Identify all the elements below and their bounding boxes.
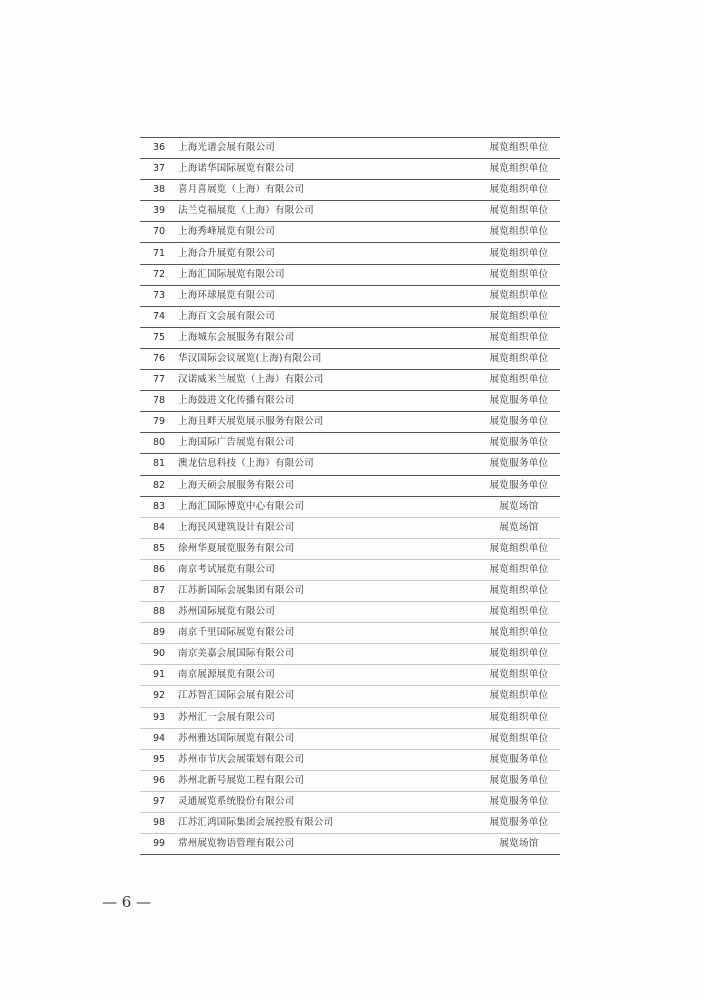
table-row bbox=[140, 243, 560, 264]
table-row bbox=[140, 454, 560, 475]
table-row bbox=[140, 412, 560, 433]
row-number: 38 bbox=[140, 180, 178, 201]
company-name: 上海鼓进文化传播有限公司 bbox=[178, 391, 478, 412]
company-name: 江苏汇鸿国际集团会展控股有限公司 bbox=[178, 813, 478, 834]
company-name: 汉诺威米兰展览（上海）有限公司 bbox=[178, 370, 478, 391]
table-row bbox=[140, 665, 560, 686]
company-name: 上海汇国际博览中心有限公司 bbox=[178, 496, 478, 517]
company-name: 上海国际广告展览有限公司 bbox=[178, 433, 478, 454]
table-row bbox=[140, 391, 560, 412]
table-row bbox=[140, 834, 560, 855]
unit-type: 展览组织单位 bbox=[478, 285, 560, 306]
company-name: 苏州市节庆会展策划有限公司 bbox=[178, 749, 478, 770]
table-row bbox=[140, 201, 560, 222]
table-row bbox=[140, 813, 560, 834]
company-name: 苏州国际展览有限公司 bbox=[178, 602, 478, 623]
table-row bbox=[140, 264, 560, 285]
company-name: 南京美嘉会展国际有限公司 bbox=[178, 644, 478, 665]
company-name: 上海城东会展服务有限公司 bbox=[178, 327, 478, 348]
row-number: 99 bbox=[140, 834, 178, 855]
row-number: 75 bbox=[140, 327, 178, 348]
unit-type: 展览组织单位 bbox=[478, 159, 560, 180]
table-row bbox=[140, 496, 560, 517]
row-number: 36 bbox=[140, 138, 178, 159]
row-number: 84 bbox=[140, 517, 178, 538]
company-table-body bbox=[140, 138, 560, 855]
company-name: 江苏新国际会展集团有限公司 bbox=[178, 580, 478, 601]
unit-type: 展览组织单位 bbox=[478, 580, 560, 601]
company-name: 法兰克福展览（上海）有限公司 bbox=[178, 201, 478, 222]
row-number: 70 bbox=[140, 222, 178, 243]
unit-type: 展览组织单位 bbox=[478, 243, 560, 264]
table-row bbox=[140, 517, 560, 538]
row-number: 86 bbox=[140, 559, 178, 580]
unit-type: 展览服务单位 bbox=[478, 475, 560, 496]
company-name: 常州展览物语管理有限公司 bbox=[178, 834, 478, 855]
row-number: 91 bbox=[140, 665, 178, 686]
table-row bbox=[140, 623, 560, 644]
unit-type: 展览组织单位 bbox=[478, 370, 560, 391]
unit-type: 展览组织单位 bbox=[478, 559, 560, 580]
table-row bbox=[140, 285, 560, 306]
unit-type: 展览组织单位 bbox=[478, 180, 560, 201]
row-number: 96 bbox=[140, 770, 178, 791]
unit-type: 展览服务单位 bbox=[478, 813, 560, 834]
table-row bbox=[140, 433, 560, 454]
table-row bbox=[140, 327, 560, 348]
company-name: 苏州北新号展览工程有限公司 bbox=[178, 770, 478, 791]
company-name: 徐州华夏展览服务有限公司 bbox=[178, 538, 478, 559]
row-number: 89 bbox=[140, 623, 178, 644]
unit-type: 展览场馆 bbox=[478, 834, 560, 855]
row-number: 76 bbox=[140, 348, 178, 369]
row-number: 39 bbox=[140, 201, 178, 222]
row-number: 37 bbox=[140, 159, 178, 180]
company-name: 南京考试展览有限公司 bbox=[178, 559, 478, 580]
table-row bbox=[140, 770, 560, 791]
table-row bbox=[140, 580, 560, 601]
table-row bbox=[140, 686, 560, 707]
table-row bbox=[140, 791, 560, 812]
company-name: 上海环球展览有限公司 bbox=[178, 285, 478, 306]
row-number: 85 bbox=[140, 538, 178, 559]
unit-type: 展览服务单位 bbox=[478, 770, 560, 791]
table-row bbox=[140, 138, 560, 159]
unit-type: 展览组织单位 bbox=[478, 306, 560, 327]
unit-type: 展览服务单位 bbox=[478, 791, 560, 812]
row-number: 72 bbox=[140, 264, 178, 285]
unit-type: 展览组织单位 bbox=[478, 538, 560, 559]
unit-type: 展览服务单位 bbox=[478, 749, 560, 770]
row-number: 93 bbox=[140, 707, 178, 728]
table-row bbox=[140, 728, 560, 749]
table-row bbox=[140, 159, 560, 180]
company-name: 上海合升展览有限公司 bbox=[178, 243, 478, 264]
company-name: 江苏智汇国际会展有限公司 bbox=[178, 686, 478, 707]
company-table bbox=[140, 137, 560, 855]
company-name: 苏州汇一会展有限公司 bbox=[178, 707, 478, 728]
unit-type: 展览组织单位 bbox=[478, 138, 560, 159]
unit-type: 展览服务单位 bbox=[478, 412, 560, 433]
unit-type: 展览组织单位 bbox=[478, 623, 560, 644]
company-name: 上海秀峰展览有限公司 bbox=[178, 222, 478, 243]
company-name: 上海百文会展有限公司 bbox=[178, 306, 478, 327]
company-name: 上海光谱会展有限公司 bbox=[178, 138, 478, 159]
company-name: 喜月喜展览（上海）有限公司 bbox=[178, 180, 478, 201]
row-number: 87 bbox=[140, 580, 178, 601]
table-row bbox=[140, 602, 560, 623]
company-name: 华汉国际会议展览(上海)有限公司 bbox=[178, 348, 478, 369]
table-row bbox=[140, 306, 560, 327]
table-row bbox=[140, 180, 560, 201]
unit-type: 展览组织单位 bbox=[478, 644, 560, 665]
row-number: 74 bbox=[140, 306, 178, 327]
company-name: 上海汇国际展览有限公司 bbox=[178, 264, 478, 285]
row-number: 71 bbox=[140, 243, 178, 264]
company-name: 灵通展览系统股份有限公司 bbox=[178, 791, 478, 812]
row-number: 73 bbox=[140, 285, 178, 306]
company-name: 澳龙信息科技（上海）有限公司 bbox=[178, 454, 478, 475]
table-row bbox=[140, 707, 560, 728]
row-number: 97 bbox=[140, 791, 178, 812]
row-number: 88 bbox=[140, 602, 178, 623]
row-number: 83 bbox=[140, 496, 178, 517]
unit-type: 展览服务单位 bbox=[478, 391, 560, 412]
row-number: 80 bbox=[140, 433, 178, 454]
unit-type: 展览组织单位 bbox=[478, 665, 560, 686]
company-name: 上海诺华国际展览有限公司 bbox=[178, 159, 478, 180]
row-number: 82 bbox=[140, 475, 178, 496]
company-name: 上海民风建筑设计有限公司 bbox=[178, 517, 478, 538]
row-number: 92 bbox=[140, 686, 178, 707]
row-number: 79 bbox=[140, 412, 178, 433]
unit-type: 展览服务单位 bbox=[478, 433, 560, 454]
unit-type: 展览组织单位 bbox=[478, 602, 560, 623]
row-number: 90 bbox=[140, 644, 178, 665]
company-name: 苏州雅达国际展览有限公司 bbox=[178, 728, 478, 749]
row-number: 98 bbox=[140, 813, 178, 834]
row-number: 94 bbox=[140, 728, 178, 749]
unit-type: 展览组织单位 bbox=[478, 686, 560, 707]
unit-type: 展览场馆 bbox=[478, 496, 560, 517]
company-name: 上海天硕会展服务有限公司 bbox=[178, 475, 478, 496]
table-row bbox=[140, 370, 560, 391]
unit-type: 展览组织单位 bbox=[478, 264, 560, 285]
table-row bbox=[140, 644, 560, 665]
unit-type: 展览组织单位 bbox=[478, 201, 560, 222]
unit-type: 展览组织单位 bbox=[478, 707, 560, 728]
table-row bbox=[140, 348, 560, 369]
row-number: 77 bbox=[140, 370, 178, 391]
unit-type: 展览组织单位 bbox=[478, 348, 560, 369]
table-row bbox=[140, 222, 560, 243]
unit-type: 展览组织单位 bbox=[478, 728, 560, 749]
table-row bbox=[140, 559, 560, 580]
table-row bbox=[140, 475, 560, 496]
company-name: 南京千里国际展览有限公司 bbox=[178, 623, 478, 644]
row-number: 95 bbox=[140, 749, 178, 770]
unit-type: 展览组织单位 bbox=[478, 222, 560, 243]
unit-type: 展览组织单位 bbox=[478, 327, 560, 348]
company-name: 南京展源展览有限公司 bbox=[178, 665, 478, 686]
company-name: 上海且畔天展览展示服务有限公司 bbox=[178, 412, 478, 433]
row-number: 81 bbox=[140, 454, 178, 475]
unit-type: 展览服务单位 bbox=[478, 454, 560, 475]
unit-type: 展览场馆 bbox=[478, 517, 560, 538]
table-row bbox=[140, 538, 560, 559]
page-number: — 6 — bbox=[102, 893, 152, 911]
table-row bbox=[140, 749, 560, 770]
row-number: 78 bbox=[140, 391, 178, 412]
